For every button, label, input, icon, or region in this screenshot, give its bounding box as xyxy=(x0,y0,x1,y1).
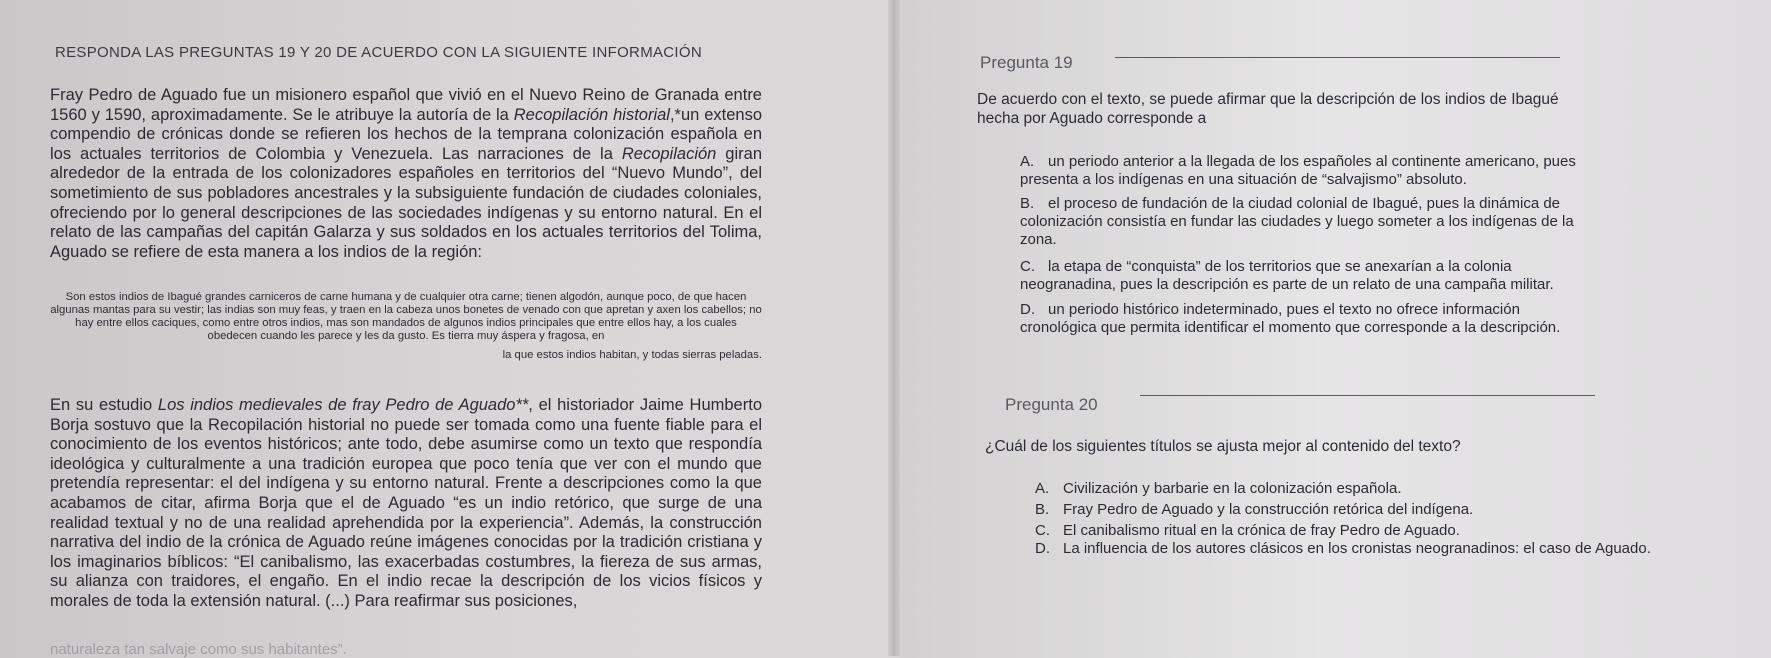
intro-italic-2: Recopilación xyxy=(621,144,717,163)
analysis-text-1: En su estudio xyxy=(50,396,158,414)
left-page xyxy=(0,0,880,656)
question-20-stem: ¿Cuál de los siguientes títulos se ajusta mejor al contenido del texto? xyxy=(985,438,1461,455)
intro-text-2: ,*un extenso compendio de crónicas donde se refieren los hechos de la temprana colonización española en los actuales territorios de Colombia y Venezuela. Las narraciones de la xyxy=(50,105,762,163)
bleed-through-line: naturaleza tan salvaje como sus habitantes”. xyxy=(50,641,347,658)
question-19-option-d[interactable] xyxy=(1020,301,1578,337)
option-text: la etapa de “conquista” de los territorios que se anexarían a la colonia neogranadina, pues la descripción es parte de un relato de una campaña militar. xyxy=(1020,258,1554,293)
question-20-heading: Pregunta 20 xyxy=(1005,395,1098,414)
option-letter: D. xyxy=(1035,540,1050,557)
study-title-italic: Los indios medievales de fray Pedro de Aguado** xyxy=(157,396,529,414)
intro-title-italic: Recopilación historial xyxy=(513,105,670,124)
option-letter: A. xyxy=(1035,480,1050,497)
option-text: Civilización y barbarie en la colonización española. xyxy=(1063,480,1402,497)
question-19-option-b[interactable] xyxy=(1020,195,1578,249)
option-text: El canibalismo ritual en la crónica de fray Pedro de Aguado. xyxy=(1063,522,1460,539)
question-19-rule xyxy=(1115,57,1560,58)
instruction-heading: RESPONDA LAS PREGUNTAS 19 Y 20 DE ACUERDO CON LA SIGUIENTE INFORMACIÓN xyxy=(55,44,702,61)
option-letter: D. xyxy=(1020,301,1035,318)
option-text: La influencia de los autores clásicos en los cronistas neogranadinos: el caso de Aguado. xyxy=(1063,540,1651,557)
quote-last-line: la que estos indios habitan, y todas sierras peladas. xyxy=(502,349,762,361)
question-19-stem: De acuerdo con el texto, se puede afirmar que la descripción de los indios de Ibagué hecha por Aguado corresponde a xyxy=(977,91,1559,127)
analysis-paragraph xyxy=(50,396,762,612)
intro-text-3: giran alrededor de la entrada de los colonizadores españoles en territorios del “Nuevo Mundo”, del sometimiento de sus pobladores ancestrales y la subsiguiente fundación de ciudades coloniales, ofreciendo por lo general descripciones de las sociedades indígenas y su entorno natural. En el relato de las campañas del capitán Galarza y sus soldados en los actuales territorios del Tolima, Aguado se refiere de esta manera a los indios de la región: xyxy=(50,144,762,261)
intro-text-1: Fray Pedro de Aguado fue un misionero español que vivió en el Nuevo Reino de Granada entre 1560 y 1590, aproximadamente. Se le atribuye la autoría de la xyxy=(50,86,762,124)
question-19-option-c[interactable] xyxy=(1020,258,1578,294)
analysis-text-2: , el historiador Jaime Humberto Borja sostuvo que la Recopilación historial no puede ser tomada como una fuente fiable para el conocimiento de los eventos históricos; ante todo, debe asumirse como un texto que respondía ideológica y culturalmente a una tradición europea que poco tenía que ver con el mundo que pretendía representar: el del indígena y su entorno natural. Frente a descripciones como la que acabamos de citar, afirma Borja que el de Aguado “es un indio retórico, que surge de una realidad textual y no de una realidad aprehendida por la experiencia”. Además, la construcción narrativa del indio de la crónica de Aguado reúne imágenes conocidas por la tradición cristiana y los imaginarios bíblicos: “El canibalismo, las exacerbadas costumbres, la fiereza de sus armas, su alianza con traidores, el engaño. En el indio recae la descripción de los vicios físicos y morales de toda la extensión natural. (...) Para reafirmar sus posiciones, xyxy=(50,396,762,610)
option-letter: A. xyxy=(1020,153,1035,170)
right-page xyxy=(900,0,1771,656)
quote-text: Son estos indios de Ibagué grandes carniceros de carne humana y de cualquier otra carne; tienen algodón, aunque poco, de que hacen algunas mantas para su vestir; las indias son muy feas, y traen en la cabeza unos bonetes de venado con que apretan y axen los cabellos; no hay entre ellos caciques, como entre otros indios, mas son mandados de algunos indios principales que entre ellos hay, a los cuales obedecen cuando les parece y les da gusto. Es tierra muy áspera y fragosa, en xyxy=(50,291,762,342)
page-gutter xyxy=(888,0,900,656)
option-letter: B. xyxy=(1035,501,1050,518)
option-text: Fray Pedro de Aguado y la construcción retórica del indígena. xyxy=(1063,501,1474,518)
question-19-heading: Pregunta 19 xyxy=(980,53,1073,72)
option-text: un periodo histórico indeterminado, pues el texto no ofrece información cronológica que permita identificar el momento que corresponde a la descripción. xyxy=(1020,301,1561,336)
option-letter: C. xyxy=(1035,522,1050,539)
question-20-option-b[interactable] xyxy=(1035,501,1635,519)
intro-paragraph xyxy=(50,86,762,262)
question-19-option-a[interactable] xyxy=(1020,153,1578,189)
question-20-rule xyxy=(1140,395,1595,396)
option-text: el proceso de fundación de la ciudad colonial de Ibagué, pues la dinámica de colonización consistía en fundar las ciudades y luego someter a los indígenas de la zona. xyxy=(1020,195,1574,248)
option-text: un periodo anterior a la llegada de los españoles al continente americano, pues presenta a los indígenas en una situación de “salvajismo” absoluto. xyxy=(1020,153,1576,188)
question-20-option-c[interactable] xyxy=(1035,522,1635,540)
option-letter: B. xyxy=(1020,195,1035,212)
option-letter: C. xyxy=(1020,258,1035,275)
question-20-option-a[interactable] xyxy=(1035,480,1635,498)
question-20-option-d[interactable] xyxy=(1035,540,1765,558)
block-quote xyxy=(50,291,762,362)
